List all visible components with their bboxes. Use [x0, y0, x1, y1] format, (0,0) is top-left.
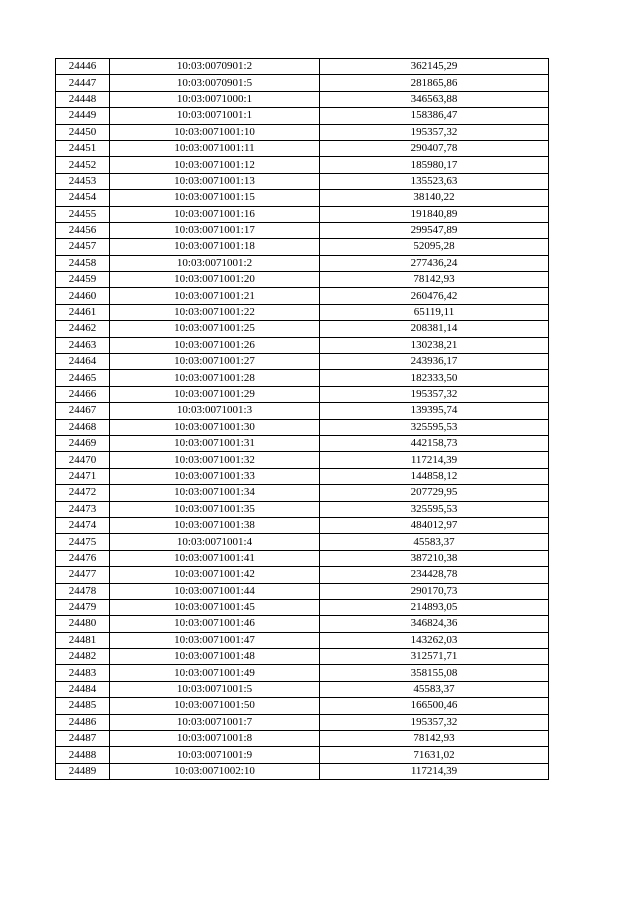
- row-number-cell: 24449: [56, 108, 110, 124]
- value-cell: 358155,08: [320, 665, 549, 681]
- cadastral-number-cell: 10:03:0071001:17: [110, 222, 320, 238]
- table-row: [56, 485, 549, 501]
- value-cell: 191840,89: [320, 206, 549, 222]
- value-cell: 143262,03: [320, 632, 549, 648]
- table-row: [56, 206, 549, 222]
- cadastral-number-cell: 10:03:0071001:49: [110, 665, 320, 681]
- table-row: [56, 665, 549, 681]
- value-cell: 195357,32: [320, 124, 549, 140]
- row-number-cell: 24471: [56, 468, 110, 484]
- row-number-cell: 24479: [56, 599, 110, 615]
- cadastral-number-cell: 10:03:0071001:1: [110, 108, 320, 124]
- table-row: [56, 747, 549, 763]
- value-cell: 442158,73: [320, 435, 549, 451]
- row-number-cell: 24484: [56, 681, 110, 697]
- value-cell: 290407,78: [320, 140, 549, 156]
- cadastral-number-cell: 10:03:0071001:8: [110, 731, 320, 747]
- row-number-cell: 24452: [56, 157, 110, 173]
- table-row: [56, 649, 549, 665]
- value-cell: 243936,17: [320, 354, 549, 370]
- cadastral-number-cell: 10:03:0071001:25: [110, 321, 320, 337]
- cadastral-number-cell: 10:03:0071001:16: [110, 206, 320, 222]
- value-cell: 484012,97: [320, 517, 549, 533]
- cadastral-number-cell: 10:03:0071001:50: [110, 698, 320, 714]
- row-number-cell: 24465: [56, 370, 110, 386]
- row-number-cell: 24447: [56, 75, 110, 91]
- table-row: [56, 403, 549, 419]
- row-number-cell: 24460: [56, 288, 110, 304]
- table-row: [56, 419, 549, 435]
- table-row: [56, 452, 549, 468]
- cadastral-number-cell: 10:03:0071001:11: [110, 140, 320, 156]
- cadastral-number-cell: 10:03:0071001:32: [110, 452, 320, 468]
- cadastral-number-cell: 10:03:0071001:4: [110, 534, 320, 550]
- value-cell: 234428,78: [320, 567, 549, 583]
- value-cell: 290170,73: [320, 583, 549, 599]
- table-row: [56, 763, 549, 779]
- table-row: [56, 567, 549, 583]
- row-number-cell: 24450: [56, 124, 110, 140]
- row-number-cell: 24458: [56, 255, 110, 271]
- row-number-cell: 24464: [56, 354, 110, 370]
- row-number-cell: 24457: [56, 239, 110, 255]
- value-cell: 281865,86: [320, 75, 549, 91]
- cadastral-number-cell: 10:03:0071001:38: [110, 517, 320, 533]
- cadastral-number-cell: 10:03:0070901:5: [110, 75, 320, 91]
- row-number-cell: 24468: [56, 419, 110, 435]
- table-row: [56, 255, 549, 271]
- cadastral-number-cell: 10:03:0071001:9: [110, 747, 320, 763]
- value-cell: 139395,74: [320, 403, 549, 419]
- table-row: [56, 157, 549, 173]
- row-number-cell: 24453: [56, 173, 110, 189]
- cadastral-number-cell: 10:03:0071001:22: [110, 304, 320, 320]
- table-row: [56, 370, 549, 386]
- table-row: [56, 468, 549, 484]
- table-row: [56, 140, 549, 156]
- table-row: [56, 124, 549, 140]
- cadastral-number-cell: 10:03:0071001:7: [110, 714, 320, 730]
- cadastral-number-cell: 10:03:0071001:28: [110, 370, 320, 386]
- row-number-cell: 24473: [56, 501, 110, 517]
- table-row: [56, 550, 549, 566]
- value-cell: 260476,42: [320, 288, 549, 304]
- row-number-cell: 24454: [56, 190, 110, 206]
- table-row: [56, 59, 549, 75]
- value-cell: 45583,37: [320, 681, 549, 697]
- table-row: [56, 386, 549, 402]
- value-cell: 346563,88: [320, 91, 549, 107]
- table-body: [56, 59, 549, 780]
- table-row: [56, 616, 549, 632]
- value-cell: 277436,24: [320, 255, 549, 271]
- value-cell: 346824,36: [320, 616, 549, 632]
- value-cell: 38140,22: [320, 190, 549, 206]
- row-number-cell: 24462: [56, 321, 110, 337]
- row-number-cell: 24487: [56, 731, 110, 747]
- cadastral-number-cell: 10:03:0071001:26: [110, 337, 320, 353]
- table-row: [56, 435, 549, 451]
- value-cell: 117214,39: [320, 452, 549, 468]
- table-row: [56, 681, 549, 697]
- cadastral-number-cell: 10:03:0071001:10: [110, 124, 320, 140]
- value-cell: 182333,50: [320, 370, 549, 386]
- cadastral-number-cell: 10:03:0071001:42: [110, 567, 320, 583]
- cadastral-number-cell: 10:03:0071001:45: [110, 599, 320, 615]
- value-cell: 325595,53: [320, 501, 549, 517]
- cadastral-number-cell: 10:03:0071001:47: [110, 632, 320, 648]
- cadastral-number-cell: 10:03:0071001:33: [110, 468, 320, 484]
- row-number-cell: 24455: [56, 206, 110, 222]
- row-number-cell: 24467: [56, 403, 110, 419]
- cadastral-number-cell: 10:03:0071001:18: [110, 239, 320, 255]
- row-number-cell: 24451: [56, 140, 110, 156]
- cadastral-number-cell: 10:03:0071001:31: [110, 435, 320, 451]
- row-number-cell: 24488: [56, 747, 110, 763]
- cadastral-number-cell: 10:03:0071001:29: [110, 386, 320, 402]
- table-row: [56, 337, 549, 353]
- row-number-cell: 24485: [56, 698, 110, 714]
- value-cell: 185980,17: [320, 157, 549, 173]
- cadastral-number-cell: 10:03:0071001:48: [110, 649, 320, 665]
- value-cell: 65119,11: [320, 304, 549, 320]
- table-row: [56, 321, 549, 337]
- cadastral-number-cell: 10:03:0071001:13: [110, 173, 320, 189]
- table-row: [56, 272, 549, 288]
- cadastral-number-cell: 10:03:0071001:44: [110, 583, 320, 599]
- value-cell: 299547,89: [320, 222, 549, 238]
- cadastral-number-cell: 10:03:0071001:27: [110, 354, 320, 370]
- table-row: [56, 239, 549, 255]
- row-number-cell: 24478: [56, 583, 110, 599]
- value-cell: 135523,63: [320, 173, 549, 189]
- row-number-cell: 24469: [56, 435, 110, 451]
- cadastral-number-cell: 10:03:0071001:3: [110, 403, 320, 419]
- row-number-cell: 24486: [56, 714, 110, 730]
- table-row: [56, 501, 549, 517]
- row-number-cell: 24483: [56, 665, 110, 681]
- table-row: [56, 91, 549, 107]
- table-row: [56, 517, 549, 533]
- value-cell: 195357,32: [320, 386, 549, 402]
- value-cell: 325595,53: [320, 419, 549, 435]
- cadastral-number-cell: 10:03:0071001:34: [110, 485, 320, 501]
- value-cell: 78142,93: [320, 272, 549, 288]
- data-table: [55, 58, 549, 780]
- row-number-cell: 24480: [56, 616, 110, 632]
- cadastral-number-cell: 10:03:0071001:2: [110, 255, 320, 271]
- cadastral-number-cell: 10:03:0071001:46: [110, 616, 320, 632]
- value-cell: 214893,05: [320, 599, 549, 615]
- cadastral-number-cell: 10:03:0071001:15: [110, 190, 320, 206]
- value-cell: 144858,12: [320, 468, 549, 484]
- cadastral-number-cell: 10:03:0071001:21: [110, 288, 320, 304]
- row-number-cell: 24456: [56, 222, 110, 238]
- table-row: [56, 288, 549, 304]
- row-number-cell: 24470: [56, 452, 110, 468]
- row-number-cell: 24475: [56, 534, 110, 550]
- cadastral-number-cell: 10:03:0071001:20: [110, 272, 320, 288]
- value-cell: 166500,46: [320, 698, 549, 714]
- table-row: [56, 173, 549, 189]
- table-row: [56, 354, 549, 370]
- table-row: [56, 108, 549, 124]
- value-cell: 45583,37: [320, 534, 549, 550]
- row-number-cell: 24474: [56, 517, 110, 533]
- cadastral-number-cell: 10:03:0071001:30: [110, 419, 320, 435]
- cadastral-number-cell: 10:03:0071000:1: [110, 91, 320, 107]
- cadastral-number-cell: 10:03:0070901:2: [110, 59, 320, 75]
- row-number-cell: 24477: [56, 567, 110, 583]
- row-number-cell: 24472: [56, 485, 110, 501]
- row-number-cell: 24463: [56, 337, 110, 353]
- value-cell: 158386,47: [320, 108, 549, 124]
- table-row: [56, 190, 549, 206]
- value-cell: 387210,38: [320, 550, 549, 566]
- row-number-cell: 24481: [56, 632, 110, 648]
- row-number-cell: 24461: [56, 304, 110, 320]
- value-cell: 71631,02: [320, 747, 549, 763]
- table-row: [56, 222, 549, 238]
- row-number-cell: 24446: [56, 59, 110, 75]
- value-cell: 362145,29: [320, 59, 549, 75]
- table-row: [56, 731, 549, 747]
- table-row: [56, 698, 549, 714]
- row-number-cell: 24482: [56, 649, 110, 665]
- row-number-cell: 24476: [56, 550, 110, 566]
- cadastral-number-cell: 10:03:0071001:5: [110, 681, 320, 697]
- table-row: [56, 714, 549, 730]
- value-cell: 208381,14: [320, 321, 549, 337]
- value-cell: 117214,39: [320, 763, 549, 779]
- cadastral-number-cell: 10:03:0071001:41: [110, 550, 320, 566]
- table-row: [56, 304, 549, 320]
- value-cell: 207729,95: [320, 485, 549, 501]
- row-number-cell: 24466: [56, 386, 110, 402]
- table-row: [56, 534, 549, 550]
- table-row: [56, 599, 549, 615]
- row-number-cell: 24489: [56, 763, 110, 779]
- value-cell: 78142,93: [320, 731, 549, 747]
- cadastral-number-cell: 10:03:0071001:35: [110, 501, 320, 517]
- value-cell: 195357,32: [320, 714, 549, 730]
- value-cell: 52095,28: [320, 239, 549, 255]
- cadastral-number-cell: 10:03:0071001:12: [110, 157, 320, 173]
- table-row: [56, 583, 549, 599]
- table-row: [56, 75, 549, 91]
- table-row: [56, 632, 549, 648]
- value-cell: 130238,21: [320, 337, 549, 353]
- row-number-cell: 24448: [56, 91, 110, 107]
- value-cell: 312571,71: [320, 649, 549, 665]
- row-number-cell: 24459: [56, 272, 110, 288]
- cadastral-number-cell: 10:03:0071002:10: [110, 763, 320, 779]
